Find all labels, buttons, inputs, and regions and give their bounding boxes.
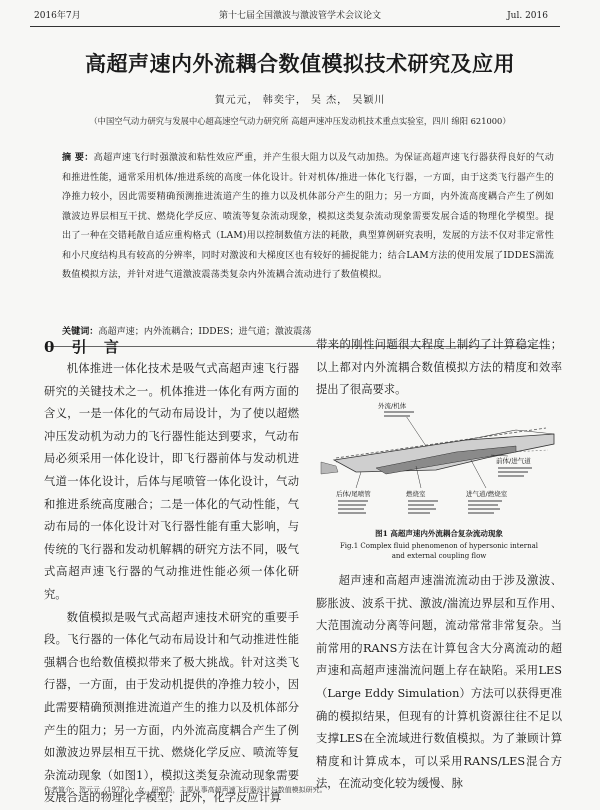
section-title: 引 言 (71, 338, 125, 356)
right-paragraph-1: 带来的刚性问题很大程度上制约了计算稳定性；以上都对内外流耦合数值模拟方法的精度和效率提出了很高要求。 (316, 338, 562, 397)
leader-line-inner (471, 460, 486, 488)
aft-notes (338, 500, 368, 514)
figure-caption-cn: 图1 高超声速内外流耦合复杂流动现象 (375, 529, 503, 538)
right-column-top (316, 334, 562, 402)
section-heading (44, 336, 125, 358)
keywords-text: 高超声速；内外流耦合；IDDES；进气道；激波震荡 (98, 327, 312, 337)
left-paragraph-1: 机体推进一体化技术是吸气式高超声速飞行器研究的关键技术之一。机体推进一体化有两方面的含义，一是一体化的气动布局设计，为了使以超燃冲压发动机为动力的飞行器性能达到要求，气动布局必须采用一体化设计，即飞行器前体与发动机进气道一体化设计，后体与尾喷管一体化设计，气动和推进系统高度融合；二是一体化的气动性能，气动布局的一体化设计对飞行器性能有重大影响，与传统的飞行器和发动机解耦的研究方法不同，吸气式高超声速飞行器的气动推进性能必须一体化研究。 (44, 362, 299, 601)
header-month-year: Jul. 2016 (507, 11, 548, 21)
figure-caption-en-line-2: and external coupling flow (391, 552, 487, 560)
paper-title: 高超声速内外流耦合数值模拟技术研究及应用 (85, 51, 515, 76)
authors: 賀元元， 韩奕宇， 吴 杰， 吴颖川 (214, 95, 386, 106)
affiliation: （中国空气动力研究与发展中心超高速空气动力研究所 高超声速冲压发动机技术重点实验室，四川 绵阳 621000） (89, 116, 511, 126)
hypersonic-vehicle-diagram (316, 400, 562, 524)
abstract (62, 148, 554, 286)
label-inlet-combustor: 进气道/燃烧室 (466, 490, 508, 498)
header-conference: 第十七届全国激波与激波管学术会议论文 (218, 11, 381, 21)
label-combustor: 燃烧室 (406, 490, 426, 498)
exhaust-plume (321, 462, 338, 474)
figure-caption-en-line-1: Fig.1 Complex fluid phenomenon of hypersonic internal (339, 542, 539, 550)
label-aftbody-nozzle: 后体/尾喷管 (336, 490, 371, 498)
keywords-label: 关键词： (62, 326, 99, 337)
vehicle-body (334, 434, 554, 472)
right-column-bottom (316, 570, 562, 796)
abstract-text: 高超声速飞行时强激波和粘性效应严重，并产生很大阻力以及气动加热。为保证高超声速飞行器获得良好的气动和推进性能，通常采用机体/推进系统的高度一体化设计。针对机体/推进一体化飞行器，一方面，由于这类飞行器产生的净推力较小，因此需要精确预测推进流道产生的推力以及机体部分产生的阻力；另一方面，内外流高度耦合产生了例如激波边界层相互干扰、燃烧化学反应、喷流等复杂流动现象，模拟这类复杂流动现象需要发展合适的物理化学模型。提出了一种在交错耗散自适应重构格式（LAM)用以控制数值方法的耗散，典型算例研究表明，发展的方法不仅对非定常性和小尺度结构具有较高的分辨率，同时对激波和大梯度区也有较好的捕捉能力；结合LAM方法的使用发展了IDDES湍流数值模拟方法，并针对进气道激波震荡类复杂内外流耦合流动进行了数值模拟。 (62, 153, 554, 280)
left-paragraph-2: 数值模拟是吸气式高超声速技术研究的重要手段。飞行器的一体化气动布局设计和气动推进性能强耦合也给数值模拟带来了极大挑战。针对这类飞行器，一方面，由于发动机提供的净推力较小，因此需要精确预测推进流道产生的推力以及机体部分产生的阻力；另一方面，内外流高度耦合产生了例如激波边界层相互干扰、燃烧化学反应、喷流等复杂流动现象（如图1），模拟这类复杂流动现象需要发展合适的物理化学模型；此外，化学反应计算 (44, 610, 299, 805)
figure-1 (316, 400, 562, 524)
inner-flow-notes (468, 500, 502, 514)
abstract-label: 摘 要： (62, 152, 94, 163)
label-external-body: 外流/机体 (378, 402, 407, 410)
figure-caption-en (316, 541, 562, 561)
inlet-notes (498, 467, 532, 477)
right-paragraph-2: 超声速和高超声速湍流流动由于涉及激波、膨胀波、波系干扰、激波/湍流边界层和互作用、大范围流动分离等问题，流动常常非常复杂。当前常用的RANS方法在计算包含大分离流动的超声速和高超声速湍流问题上存在缺陷。采用LES（Large Eddy Simulation）方法可以获得更准确的模拟结果，但现有的计算机资源往往不足以支撑LES在全流域进行数值模拟。为了兼顾计算精度和计算成本，可以采用RANS/LES混合方法，在流动变化较为缓慢、脉 (316, 574, 562, 791)
leader-line-aft (356, 472, 361, 488)
left-column (44, 358, 299, 810)
label-forebody-inlet: 前体/进气道 (496, 457, 531, 465)
footnote: 作者简介：贺元元（1978-），女，研究员，主要从事高超声速飞行器设计与数值模拟研究。 (44, 786, 327, 794)
external-flow-notes (384, 411, 414, 417)
header-date: 2016年7月 (34, 11, 81, 21)
header-rule (30, 26, 560, 27)
combustor-notes (408, 500, 438, 514)
section-number: 0 (44, 338, 61, 356)
leader-line-external (406, 416, 426, 446)
